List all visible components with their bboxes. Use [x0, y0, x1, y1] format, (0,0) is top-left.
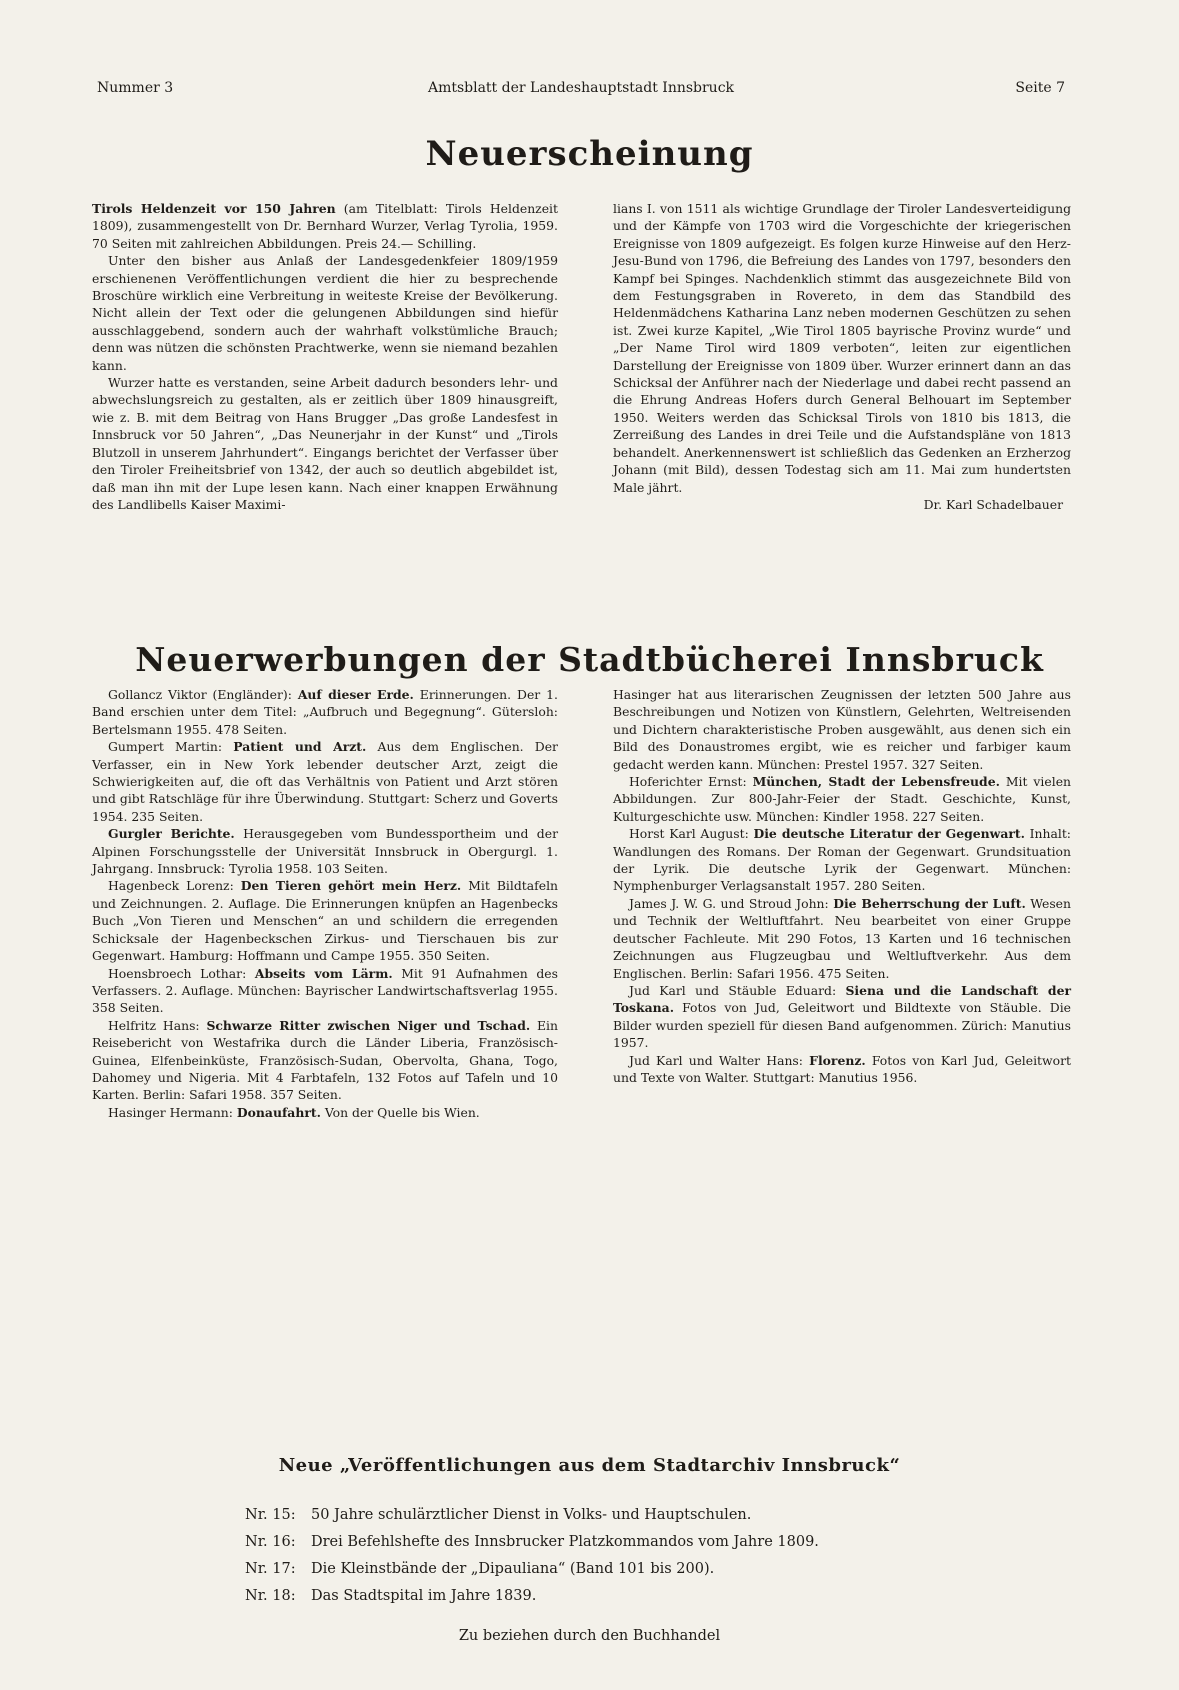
book-entry: Horst Karl August: Die deutsche Literatur der Gegenwart. Inhalt: Wandlungen des Romans. Der Roman der Gegenwart. Grundsituation der Lyrik. Die deutsche Lyrik der Gegenwart. München: Nymphenburger Verlagsanstalt 1957. 280 Seiten.	[613, 826, 1071, 894]
availability-note: Zu beziehen durch den Buchhandel	[458, 1628, 721, 1644]
book-entry: Gurgler Berichte. Herausgegeben vom Bundessportheim und der Alpinen Forschungsstelle der Universität Innsbruck in Obergurgl. 1. Jahrgang. Innsbruck: Tyrolia 1958. 103 Seiten.	[92, 826, 558, 877]
article-paragraph: Unter den bisher aus Anlaß der Landesgedenkfeier 1809/1959 erschienenen Veröffentlichungen verdient die hier zu besprechende Broschüre wirklich eine Verbreitung in weiteste Kreise der Bevölkerung. Nicht allein der Text oder die gelungenen Abbildungen sind hiefür ausschlaggebend, sondern auch der wahrhaft volkstümliche Brauch; denn was nützen die schönsten Prachtwerke, wenn sie niemand bezahlen kann.	[92, 253, 558, 373]
book-entry: Gumpert Martin: Patient und Arzt. Aus dem Englischen. Der Verfasser, ein in New York lebender deutscher Arzt, zeigt die Schwierigkeiten auf, die oft das Verhältnis von Patient und Arzt stören und gibt Ratschläge für ihre Überwindung. Stuttgart: Scherz und Goverts 1954. 235 Seiten.	[92, 739, 558, 824]
book-entry: Hoferichter Ernst: München, Stadt der Lebensfreude. Mit vielen Abbildungen. Zur 800-Jahr-Feier der Stadt. Geschichte, Kunst, Kulturgeschichte usw. München: Kindler 1958. 227 Seiten.	[613, 774, 1072, 824]
book-entry: Hagenbeck Lorenz: Den Tieren gehört mein Herz. Mit Bildtafeln und Zeichnungen. 2. Auflage. Die Erinnerungen knüpfen an Hagenbecks Buch „Von Tieren und Menschen“ an und schildern die erregenden Schicksale der Hagenbeckschen Zirkus- und Tierschauen bis zur Gegenwart. Hamburg: Hoffmann und Campe 1955. 350 Seiten.	[92, 878, 559, 964]
section-title-neuerscheinung: Neuerscheinung	[425, 134, 754, 174]
book-entry: Jud Karl und Walter Hans: Florenz. Fotos von Karl Jud, Geleitwort und Texte von Walter. Stuttgart: Manutius 1956.	[613, 1052, 1071, 1085]
book-entry: Helfritz Hans: Schwarze Ritter zwischen Niger und Tschad. Ein Reisebericht von Westafrika durch die Länder Liberia, Französisch-Guinea, Elfenbeinküste, Französisch-Sudan, Obervolta, Ghana, Togo, Dahomey und Nigeria. Mit 4 Farbtafeln, 132 Fotos auf Tafeln und 10 Karten. Berlin: Safari 1958. 357 Seiten.	[92, 1017, 558, 1103]
article-paragraph: Wurzer hatte es verstanden, seine Arbeit dadurch besonders lehr- und abwechslungsreich zu gestalten, als er zeitlich über 1809 hinausgreift, wie z. B. mit dem Beitrag von Hans Brugger „Das große Landesfest in Innsbruck vor 50 Jahren“, „Das Neunerjahr in der Kunst“ und „Tirols Blutzoll in unserem Jahrhundert“. Eingangs berichtet der Verfasser über den Tiroler Freiheitsbrief von 1342, der auch so deutlich abgebildet ist, daß man ihn mit der Lupe lesen kann. Nach einer knappen Erwähnung des Landlibells Kaiser Maximi-	[92, 375, 558, 512]
book-entry: James J. W. G. und Stroud John: Die Beherrschung der Luft. Wesen und Technik der Weltluftfahrt. Neu bearbeitet von einer Gruppe deutscher Fachleute. Mit 290 Fotos, 13 Karten und 16 technischen Zeichnungen aus Flugzeugbau und Weltluftverkehr. Aus dem Englischen. Berlin: Safari 1956. 475 Seiten.	[613, 895, 1071, 981]
book-entry: Hasinger hat aus literarischen Zeugnissen der letzten 500 Jahre aus Beschreibungen und Notizen von Künstlern, Gelehrten, Weltreisenden und Dichtern charakteristische Proben ausgewählt, aus denen sich ein Bild des Donaustromes ergibt, wie es reicher und farbiger kaum gedacht werden kann. München: Prestel 1957. 327 Seiten.	[613, 687, 1071, 772]
acquisitions-column-left	[92, 686, 558, 1121]
book-entry: Hoensbroech Lothar: Abseits vom Lärm. Mit 91 Aufnahmen des Verfassers. 2. Auflage. München: Bayrischer Landwirtschaftsverlag 1955. 358 Seiten.	[92, 965, 559, 1016]
book-entry: Jud Karl und Stäuble Eduard: Siena und die Landschaft der Toskana. Fotos von Jud, Geleitwort und Bildtexte von Stäuble. Die Bilder wurden speziell für diesen Band aufgenommen. Zürich: Manutius 1957.	[613, 982, 1071, 1051]
article-paragraph: lians I. von 1511 als wichtige Grundlage der Tiroler Landesverteidigung und der Kämpfe von 1703 wird die Vorgeschichte der kriegerischen Ereignisse von 1809 aufgezeigt. Es folgen kurze Hinweise auf den Herz-Jesu-Bund von 1796, die Befreiung des Landes von 1797, besonders den Kampf bei Spinges. Nachdenklich stimmt das ausgezeichnete Bild von dem Festungsgraben in Rovereto, in dem das Standbild des Heldenmädchens Katharina Lanz neben modernen Geschützen zu sehen ist. Zwei kurze Kapitel, „Wie Tirol 1805 bayrische Provinz wurde“ und „Der Name Tirol wird 1809 verboten“, leiten zur eigentlichen Darstellung der Ereignisse von 1809 über. Wurzer erinnert dann an das Schicksal der Anführer nach der Niederlage und dabei recht passend an die Ehrung Andreas Hofers durch General Belhouart im September 1950. Weiters werden das Schicksal Tirols von 1810 bis 1813, die Zerreißung des Landes in drei Teile und die Aufstandspläne von 1813 behandelt. Anerkennenswert ist schließlich das Gedenken an Erzherzog Johann (mit Bild), dessen Todestag sich am 11. Mai zum hundertsten Male jährt.	[613, 201, 1071, 495]
article-paragraph: Tirols Heldenzeit vor 150 Jahren (am Titelblatt: Tirols Heldenzeit 1809), zusammengestellt von Dr. Bernhard Wurzer, Verlag Tyrolia, 1959. 70 Seiten mit zahlreichen Abbildungen. Preis 24.— Schilling.	[92, 201, 558, 251]
issue-number: Nummer 3	[97, 80, 174, 96]
archive-notice-title: Neue „Veröffentlichungen aus dem Stadtarchiv Innsbruck“	[278, 1455, 901, 1476]
list-item: Nr. 18: Das Stadtspital im Jahre 1839.	[245, 1588, 537, 1604]
acquisitions-column-right	[613, 686, 1071, 1086]
archive-publication-list	[245, 1502, 1005, 1610]
page-header	[97, 80, 1065, 102]
book-entry: Gollancz Viktor (Engländer): Auf dieser Erde. Erinnerungen. Der 1. Band erschien unter dem Titel: „Aufbruch und Begegnung“. Gütersloh: Bertelsmann 1955. 478 Seiten.	[92, 687, 558, 737]
section-title-neuerwerbungen: Neuerwerbungen der Stadtbücherei Innsbruck	[135, 640, 1044, 679]
page-number: Seite 7	[1015, 80, 1065, 96]
author-signature: Dr. Karl Schadelbauer	[923, 496, 1063, 512]
list-item: Nr. 17: Die Kleinstbände der „Dipauliana“ (Band 101 bis 200).	[245, 1561, 715, 1577]
book-entry: Hasinger Hermann: Donaufahrt. Von der Quelle bis Wien.	[108, 1104, 480, 1120]
publication-title: Amtsblatt der Landeshauptstadt Innsbruck	[427, 80, 735, 96]
list-item: Nr. 16: Drei Befehlshefte des Innsbrucker Platzkommandos vom Jahre 1809.	[245, 1534, 819, 1550]
list-item: Nr. 15: 50 Jahre schulärztlicher Dienst in Volks- und Hauptschulen.	[245, 1507, 752, 1523]
review-column-right	[613, 200, 1071, 513]
review-column-left	[92, 200, 558, 513]
